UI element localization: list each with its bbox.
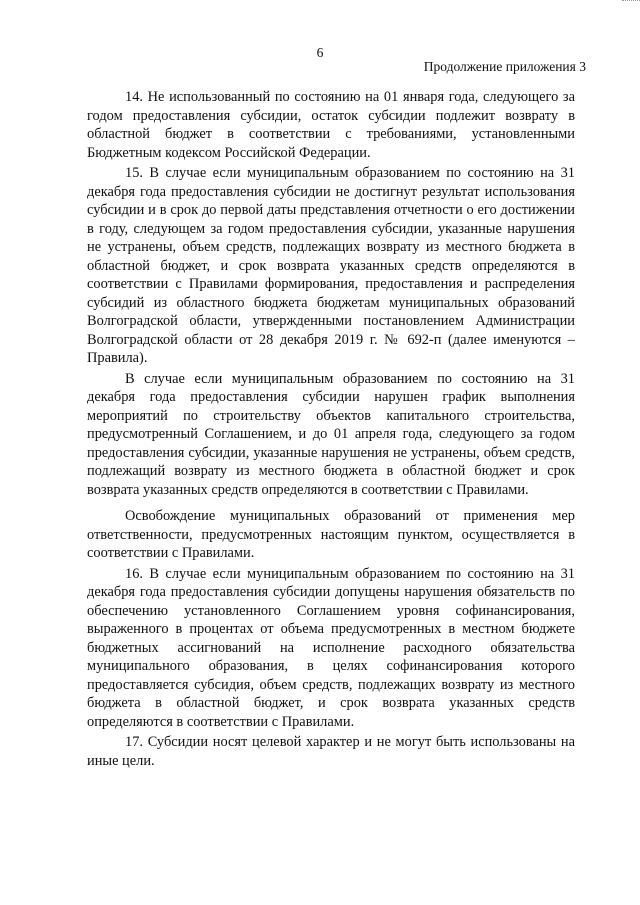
scan-corner-mark [622, 0, 640, 3]
paragraph-16: 16. В случае если муниципальным образованием по состоянию на 31 декабря года предоставления субсидии допущены нарушения обязательств по обеспечению установленного Соглашением уровня софинансирования, выраженного в процентах от объема предусмотренных в местном бюджете бюджетных ассигнований на исполнение расходного обязательства муниципального образования, в целях софинансирования которого предоставляется субсидия, объем средств, подлежащих возврату из местного бюджета в областной бюджет, и срок возврата указанных средств определяются в соответствии с Правилами. [87, 565, 575, 730]
paragraph-15-schedule-violation: В случае если муниципальным образованием по состоянию на 31 декабря года предоставления субсидии нарушен график выполнения мероприятий по строительству объектов капитального строительства, предусмотренный Соглашением, и до 01 апреля года, следующего за годом предоставления субсидии, указанные нарушения не устранены, объем средств, подлежащий возврату из местного бюджета в областной бюджет и срок возврата указанных средств определяются в соответствии с Правилами. [87, 370, 575, 498]
paragraph-17: 17. Субсидии носят целевой характер и не могут быть использованы на иные цели. [87, 734, 575, 769]
paragraph-14: 14. Не использованный по состоянию на 01 января года, следующего за годом предоставления субсидии, остаток субсидии подлежит возврату в областной бюджет в соответствии с требованиями, установленными Бюджетным кодексом Российской Федерации. [87, 89, 575, 161]
paragraph-15: 15. В случае если муниципальным образованием по состоянию на 31 декабря года предоставления субсидии не достигнут результат использования субсидии и в срок до первой даты представления отчетности о его достижении в году, следующем за годом предоставления субсидии, указанные нарушения не устранены, объем средств, подлежащих возврату из местного бюджета в областной бюджет, и срок возврата указанных средств определяются в соответствии с Правилами формирования, предоставления и распределения субсидий из областного бюджета бюджетам муниципальных образований Волгоградской области, утвержденными постановлением Администрации Волгоградской области от 28 декабря 2019 г. № 692-п (далее именуются – Правила). [87, 165, 575, 366]
page-number: 6 [316, 45, 324, 60]
appendix-continuation-note: Продолжение приложения 3 [423, 59, 586, 74]
document-body [87, 88, 575, 770]
paragraph-15-exemption: Освобождение муниципальных образований от применения мер ответственности, предусмотренных настоящим пунктом, осуществляется в соответствии с Правилами. [87, 508, 575, 561]
